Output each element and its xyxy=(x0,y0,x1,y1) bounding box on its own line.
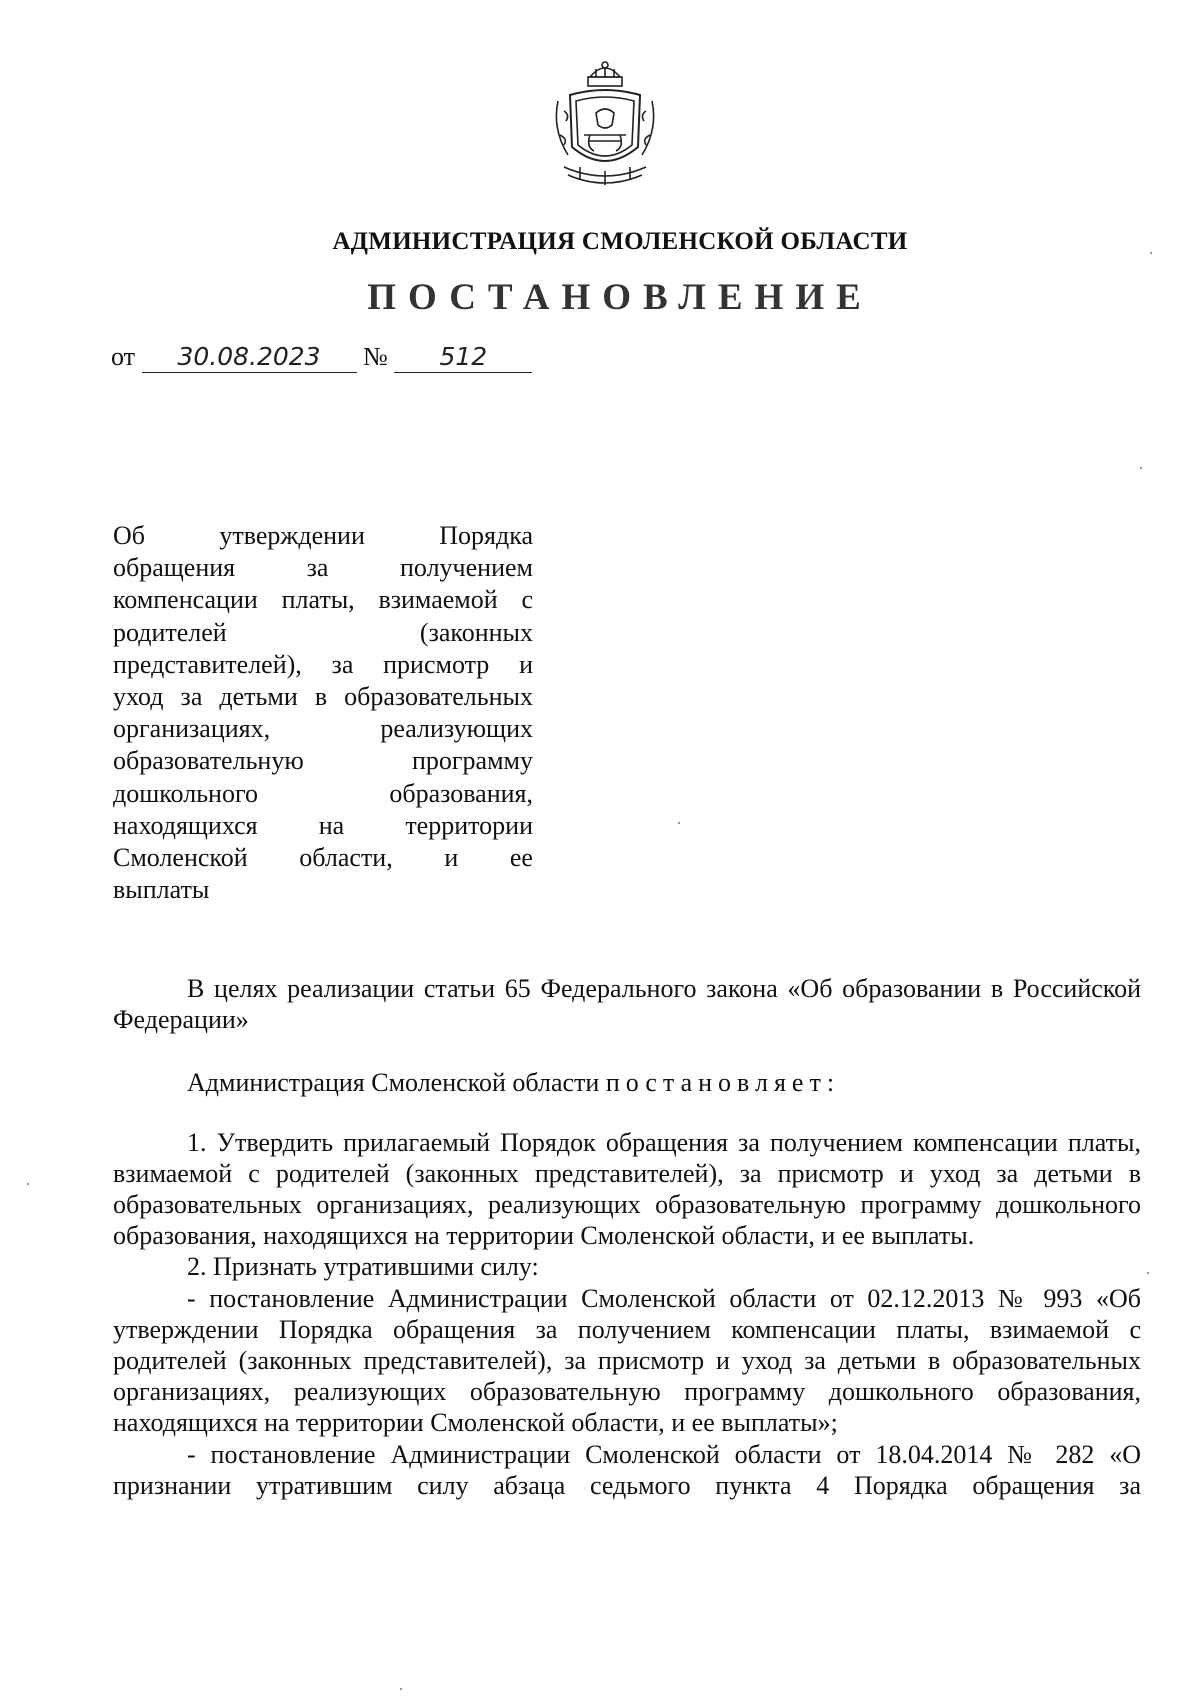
title-line: Смоленской области, и ее xyxy=(113,843,533,873)
scan-speck xyxy=(678,822,680,824)
title-line: дошкольного образования, xyxy=(113,778,533,808)
title-line: компенсации платы, взимаемой с xyxy=(113,585,533,615)
repealed-act-2: - постановление Администрации Смоленской области от 18.04.2014 № 282 «О признании утратившим силу абзаца седьмого пункта 4 Порядка обращения за xyxy=(113,1439,1141,1500)
title-line: образовательную программу xyxy=(113,746,533,776)
scan-speck xyxy=(1147,1272,1149,1274)
item-1-paragraph: 1. Утвердить прилагаемый Порядок обращения за получением компенсации платы, взимаемой с родителей (законных представителей), за присмотр и уход за детьми в образовательных организациях, реализующих образовательную программу дошкольного образования, находящихся на территории Смоленской области, и ее выплаты. xyxy=(113,1127,1141,1251)
resolve-paragraph xyxy=(113,1067,1141,1098)
resolve-word: постановляет: xyxy=(605,1068,841,1098)
from-label: от xyxy=(111,342,136,371)
document-subject-title xyxy=(113,520,533,906)
scan-speck xyxy=(27,1183,29,1185)
title-line: уход за детьми в образовательных xyxy=(113,682,533,712)
organization-name: АДМИНИСТРАЦИЯ СМОЛЕНСКОЙ ОБЛАСТИ xyxy=(332,228,908,255)
scan-speck xyxy=(1150,252,1152,254)
item-2-paragraph: 2. Признать утратившими силу: xyxy=(187,1252,539,1282)
document-body xyxy=(113,973,1141,1501)
handwritten-date: 30.08.2023 xyxy=(142,342,357,373)
handwritten-number: 512 xyxy=(394,342,532,373)
document-type-title: ПОСТАНОВЛЕНИЕ xyxy=(367,277,873,318)
title-line: родителей (законных xyxy=(113,617,533,647)
title-line: представителей), за присмотр и xyxy=(113,649,533,679)
scan-speck xyxy=(400,1688,402,1690)
title-line: Об утверждении Порядка xyxy=(113,521,533,550)
preamble-paragraph: В целях реализации статьи 65 Федерального закона «Об образовании в Российской Федерации» xyxy=(113,974,1141,1035)
repealed-act-1: - постановление Администрации Смоленской области от 02.12.2013 № 993 «Об утверждении Порядка обращения за получением компенсации платы, взимаемой с родителей (законных представителей), за присмотр и уход за детьми в образовательных организациях, реализующих образовательную программу дошкольного образования, находящихся на территории Смоленской области, и ее выплаты»; xyxy=(113,1283,1141,1438)
scan-speck xyxy=(1140,467,1142,469)
resolve-prefix: Администрация Смоленской области xyxy=(187,1068,606,1098)
title-line: обращения за получением xyxy=(113,553,533,583)
title-line: выплаты xyxy=(113,875,210,905)
title-line: находящихся на территории xyxy=(113,810,533,840)
date-number-line xyxy=(111,342,532,373)
number-sign: № xyxy=(363,342,388,371)
coat-of-arms-emblem xyxy=(550,55,660,195)
title-line: организациях, реализующих xyxy=(113,714,533,744)
